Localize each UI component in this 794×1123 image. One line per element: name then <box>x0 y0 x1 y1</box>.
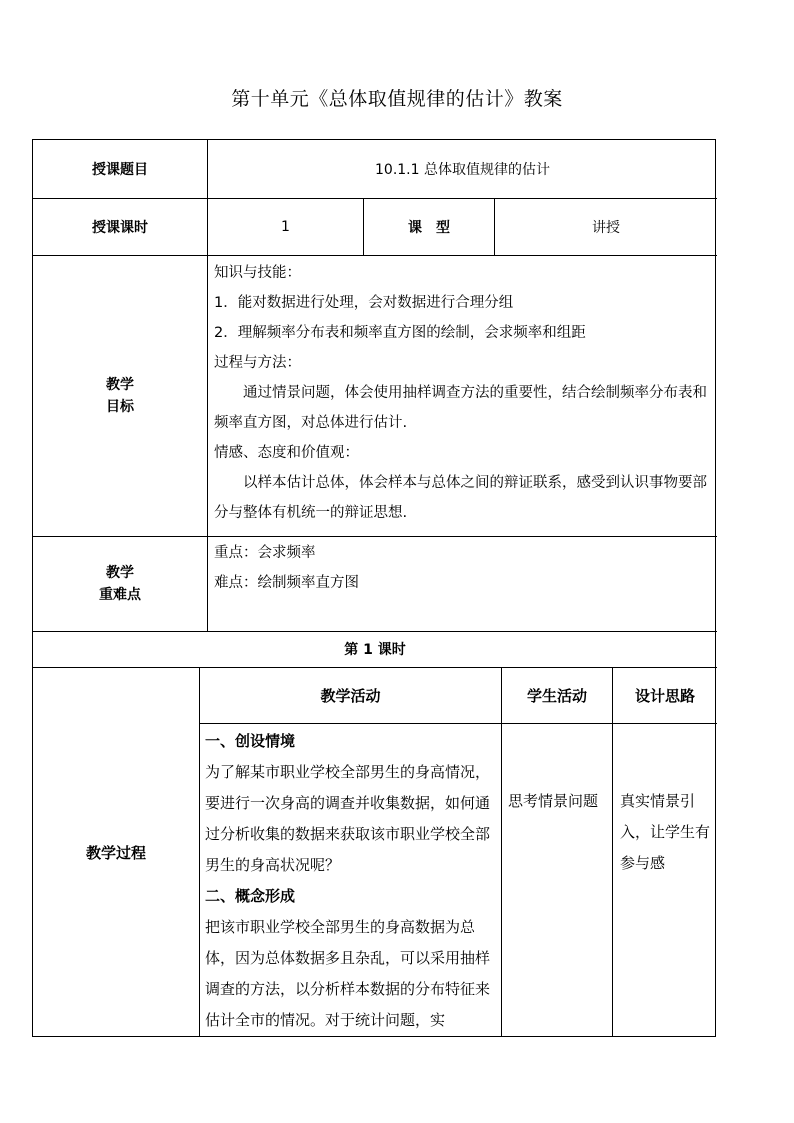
keypoints-label <box>33 536 207 631</box>
goal-line: 1．能对数据进行处理，会对数据进行合理分组 <box>214 295 514 311</box>
keypoints-content <box>214 538 712 598</box>
goals-label-line2: 目标 <box>106 398 134 415</box>
keypoints-label-line1: 教学 <box>106 564 134 581</box>
page-title: 第十单元《总体取值规律的估计》教案 <box>231 88 563 110</box>
keypoint-line: 难点：绘制频率直方图 <box>214 575 359 591</box>
goal-line: 过程与方法： <box>214 355 301 371</box>
session-label: 第 1 课时 <box>344 642 406 658</box>
section1-text: 为了解某市职业学校全部男生的身高情况，要进行一次身高的调查并收集数据，如何通过分析收集的数据来获取该市职业学校全部男生的身高状况呢？ <box>205 763 491 874</box>
goal-line: 情感、态度和价值观： <box>214 445 359 461</box>
activity-content <box>205 726 499 1036</box>
keypoints-label-line2: 重难点 <box>99 586 141 603</box>
keypoint-line: 重点：会求频率 <box>214 545 316 561</box>
goals-label-line1: 教学 <box>106 376 134 393</box>
topic-value: 10.1.1 总体取值规律的估计 <box>375 162 550 178</box>
goal-line: 2．理解频率分布表和频率直方图的绘制，会求频率和组距 <box>214 325 586 341</box>
hours-label: 授课课时 <box>92 219 148 236</box>
type-label: 课 型 <box>408 219 450 236</box>
col-activity-header: 教学活动 <box>320 686 381 705</box>
section2-text: 把该市职业学校全部男生的身高数据为总体，因为总体数据多且杂乱，可以采用抽样调查的方法，以分析样本数据的分布特征来估计全市的情况。对于统计问题，实 <box>205 918 491 1029</box>
col-student-header: 学生活动 <box>526 686 587 705</box>
goals-label <box>33 255 207 536</box>
design-idea: 真实情景引入，让学生有参与感 <box>620 792 711 872</box>
process-label: 教学过程 <box>85 843 146 862</box>
section1-title: 一、创设情境 <box>205 732 296 750</box>
col-design-header: 设计思路 <box>634 686 695 705</box>
topic-label: 授课题目 <box>92 162 148 178</box>
lesson-plan-table <box>32 139 716 1037</box>
goal-line: 以样本估计总体，体会样本与总体之间的辩证联系，感受到认识事物要部分与整体有机统一的辩证思想. <box>214 475 707 521</box>
section2-title: 二、概念形成 <box>205 887 296 905</box>
student-activity: 思考情景问题 <box>508 792 599 810</box>
type-value: 讲授 <box>592 219 620 236</box>
hours-value: 1 <box>281 218 290 235</box>
goal-line: 知识与技能： <box>214 265 301 281</box>
goals-content <box>214 258 712 528</box>
goal-line: 通过情景问题，体会使用抽样调查方法的重要性，结合绘制频率分布表和频率直方图，对总体进行估计. <box>214 385 707 431</box>
